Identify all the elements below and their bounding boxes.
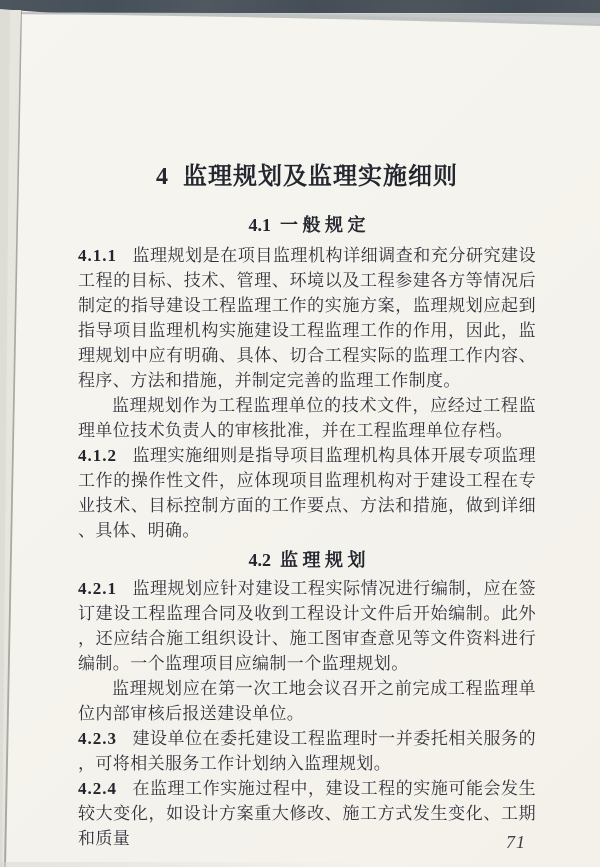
section-heading-4-1: 4.1 一 般 规 定 (248, 215, 366, 235)
clause-number: 4.2.3 (78, 729, 117, 748)
clause-text: 建设单位在委托建设工程监理时一并委托相关服务的，可将相关服务工作计划纳入监理规划。 (78, 729, 536, 773)
page-number: 71 (506, 832, 526, 852)
clause-text: 在监理工作实施过程中，建设工程的实施可能会发生较大变化，如设计方案重大修改、施工方式发生变化、工期和质量 (78, 779, 536, 848)
clause-4-2-3 (78, 726, 536, 776)
section-4-2-body (78, 576, 536, 851)
clause-number: 4.2.4 (78, 779, 117, 798)
section-4-1-body (78, 243, 536, 543)
clause-text: 监理规划是在项目监理机构详细调查和充分研究建设工程的目标、技术、管理、环境以及工程参建各方等情况后制定的指导建设工程监理工作的实施方案，监理规划应起到指导项目监理机构实施建设工程监理工作的作用，因此，监理规划中应有明确、具体、切合工程实际的监理工作内容、程序、方法和措施，并制定完善的监理工作制度。 (78, 246, 536, 390)
section-heading-4-2: 4.2 监 理 规 划 (248, 550, 366, 570)
clause-text: 监理规划应在第一次工地会议召开之前完成工程监理单位内部审核后报送建设单位。 (78, 679, 536, 723)
clause-text: 监理实施细则是指导项目监理机构具体开展专项监理工作的操作性文件，应体现项目监理机构对于建设工程在专业技术、目标控制方面的工作要点、方法和措施，做到详细、具体、明确。 (78, 446, 536, 540)
chapter-title: 4 监理规划及监理实施细则 (156, 164, 458, 190)
page-top-edge-curve (0, 0, 600, 30)
clause-number: 4.1.1 (78, 246, 117, 265)
page-left-edge-shadow (0, 10, 40, 867)
clause-4-1-1 (78, 243, 536, 393)
clause-number: 4.2.1 (78, 579, 117, 598)
clause-4-1-1-continuation (78, 393, 536, 443)
clause-4-1-2 (78, 443, 536, 543)
clause-4-2-1 (78, 576, 536, 676)
clause-4-2-1-continuation (78, 676, 536, 726)
clause-text: 监理规划作为工程监理单位的技术文件，应经过工程监理单位技术负责人的审核批准，并在工程监理单位存档。 (78, 396, 536, 440)
clause-text: 监理规划应针对建设工程实际情况进行编制，应在签订建设工程监理合同及收到工程设计文件后开始编制。此外，还应结合施工组织设计、施工图审查意见等文件资料进行编制。一个监理项目应编制一个监理规划。 (78, 579, 536, 673)
scan-bottom-strip (0, 862, 600, 867)
clause-4-2-4 (78, 776, 536, 851)
clause-number: 4.1.2 (78, 446, 117, 465)
